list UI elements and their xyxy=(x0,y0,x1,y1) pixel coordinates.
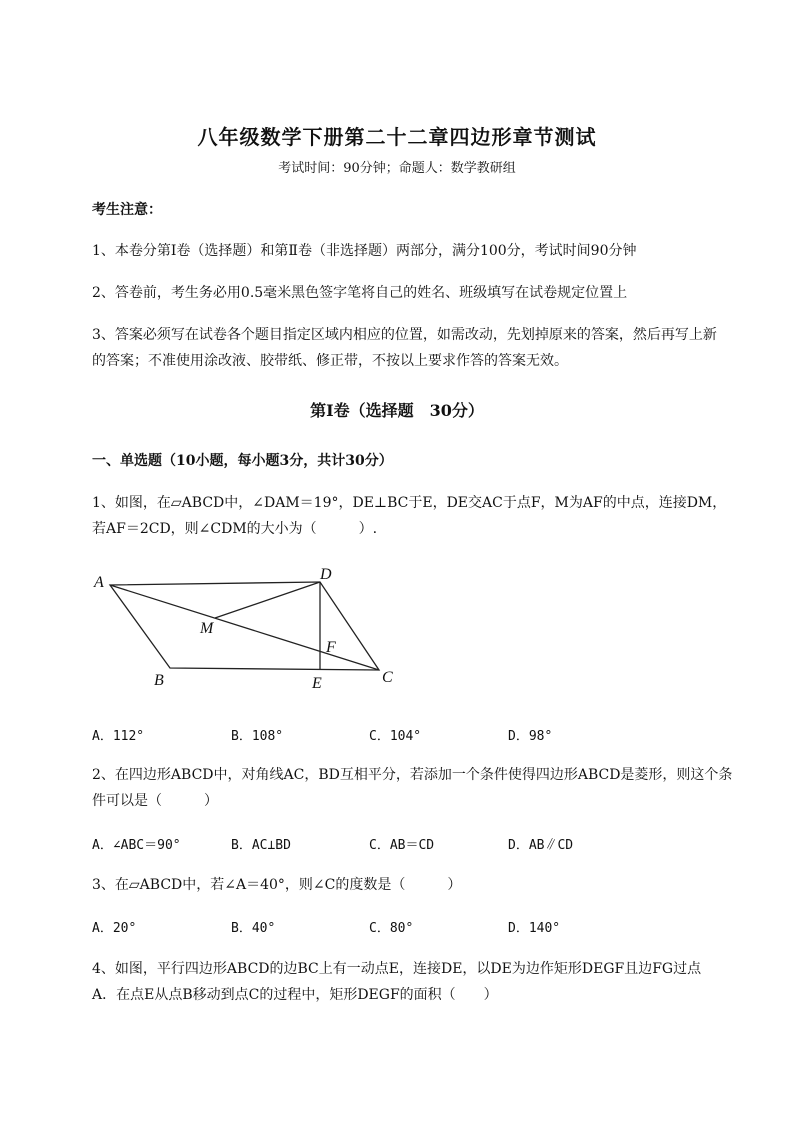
label-c: C xyxy=(382,669,393,686)
notice-3-cont: 的答案；不准使用涂改液、胶带纸、修正带，不按以上要求作答的答案无效。 xyxy=(92,353,568,369)
label-b: B xyxy=(154,672,164,689)
q2-option-b[interactable]: B．AC⊥BD xyxy=(231,838,291,853)
diagonal-ac xyxy=(110,585,379,670)
segment-dm xyxy=(215,582,320,618)
q3-option-d[interactable]: D．140° xyxy=(508,921,561,936)
parallelogram-figure xyxy=(80,560,410,695)
label-d: D xyxy=(320,566,332,583)
q2-option-c[interactable]: C．AB＝CD xyxy=(369,838,435,853)
question-2-line1: 2、在四边形ABCD中，对角线AC，BD互相平分，若添加一个条件使得四边形ABCD是菱形，则这个条 xyxy=(92,767,733,783)
q2-option-a[interactable]: A．∠ABC＝90° xyxy=(92,838,181,853)
question-3-line1: 3、在▱ABCD中，若∠A＝40°，则∠C的度数是（ ） xyxy=(92,877,462,893)
question-2-line2: 件可以是（ ） xyxy=(92,793,218,809)
exam-info: 考试时间：90分钟；命题人：数学教研组 xyxy=(278,161,516,176)
label-f: F xyxy=(326,639,336,656)
notice-1: 1、本卷分第I卷（选择题）和第Ⅱ卷（非选择题）两部分，满分100分，考试时间90分钟 xyxy=(92,243,637,259)
notice-2: 2、答卷前，考生务必用0.5毫米黑色签字笔将自己的姓名、班级填写在试卷规定位置上 xyxy=(92,285,628,301)
q1-option-c[interactable]: C．104° xyxy=(369,729,422,744)
page-title: 八年级数学下册第二十二章四边形章节测试 xyxy=(197,125,597,149)
question-4-line1: 4、如图，平行四边形ABCD的边BC上有一动点E，连接DE，以DE为边作矩形DEGF且边FG过点 xyxy=(92,961,702,977)
section-title: 第I卷（选择题 30分） xyxy=(310,401,484,420)
q1-option-a[interactable]: A．112° xyxy=(92,729,145,744)
label-e: E xyxy=(312,675,322,692)
notice-heading: 考生注意： xyxy=(92,202,162,218)
question-1-line2: 若AF＝2CD，则∠CDM的大小为（ ）. xyxy=(92,521,378,537)
label-a: A xyxy=(94,574,104,591)
label-m: M xyxy=(200,620,214,637)
q3-option-c[interactable]: C．80° xyxy=(369,921,414,936)
question-4-line2: A．在点E从点B移动到点C的过程中，矩形DEGF的面积（ ） xyxy=(92,987,498,1003)
q3-option-b[interactable]: B．40° xyxy=(231,921,276,936)
q1-option-d[interactable]: D．98° xyxy=(508,729,553,744)
q3-option-a[interactable]: A．20° xyxy=(92,921,137,936)
part-heading: 一、单选题（10小题，每小题3分，共计30分） xyxy=(92,453,393,469)
q1-option-b[interactable]: B．108° xyxy=(231,729,284,744)
question-1-line1: 1、如图，在▱ABCD中，∠DAM＝19°，DE⊥BC于E，DE交AC于点F，M为AF的中点，连接DM， xyxy=(92,495,727,511)
q2-option-d[interactable]: D．AB∥CD xyxy=(508,838,574,853)
notice-3: 3、答案必须写在试卷各个题目指定区域内相应的位置，如需改动，先划掉原来的答案，然后再写上新 xyxy=(92,327,717,343)
